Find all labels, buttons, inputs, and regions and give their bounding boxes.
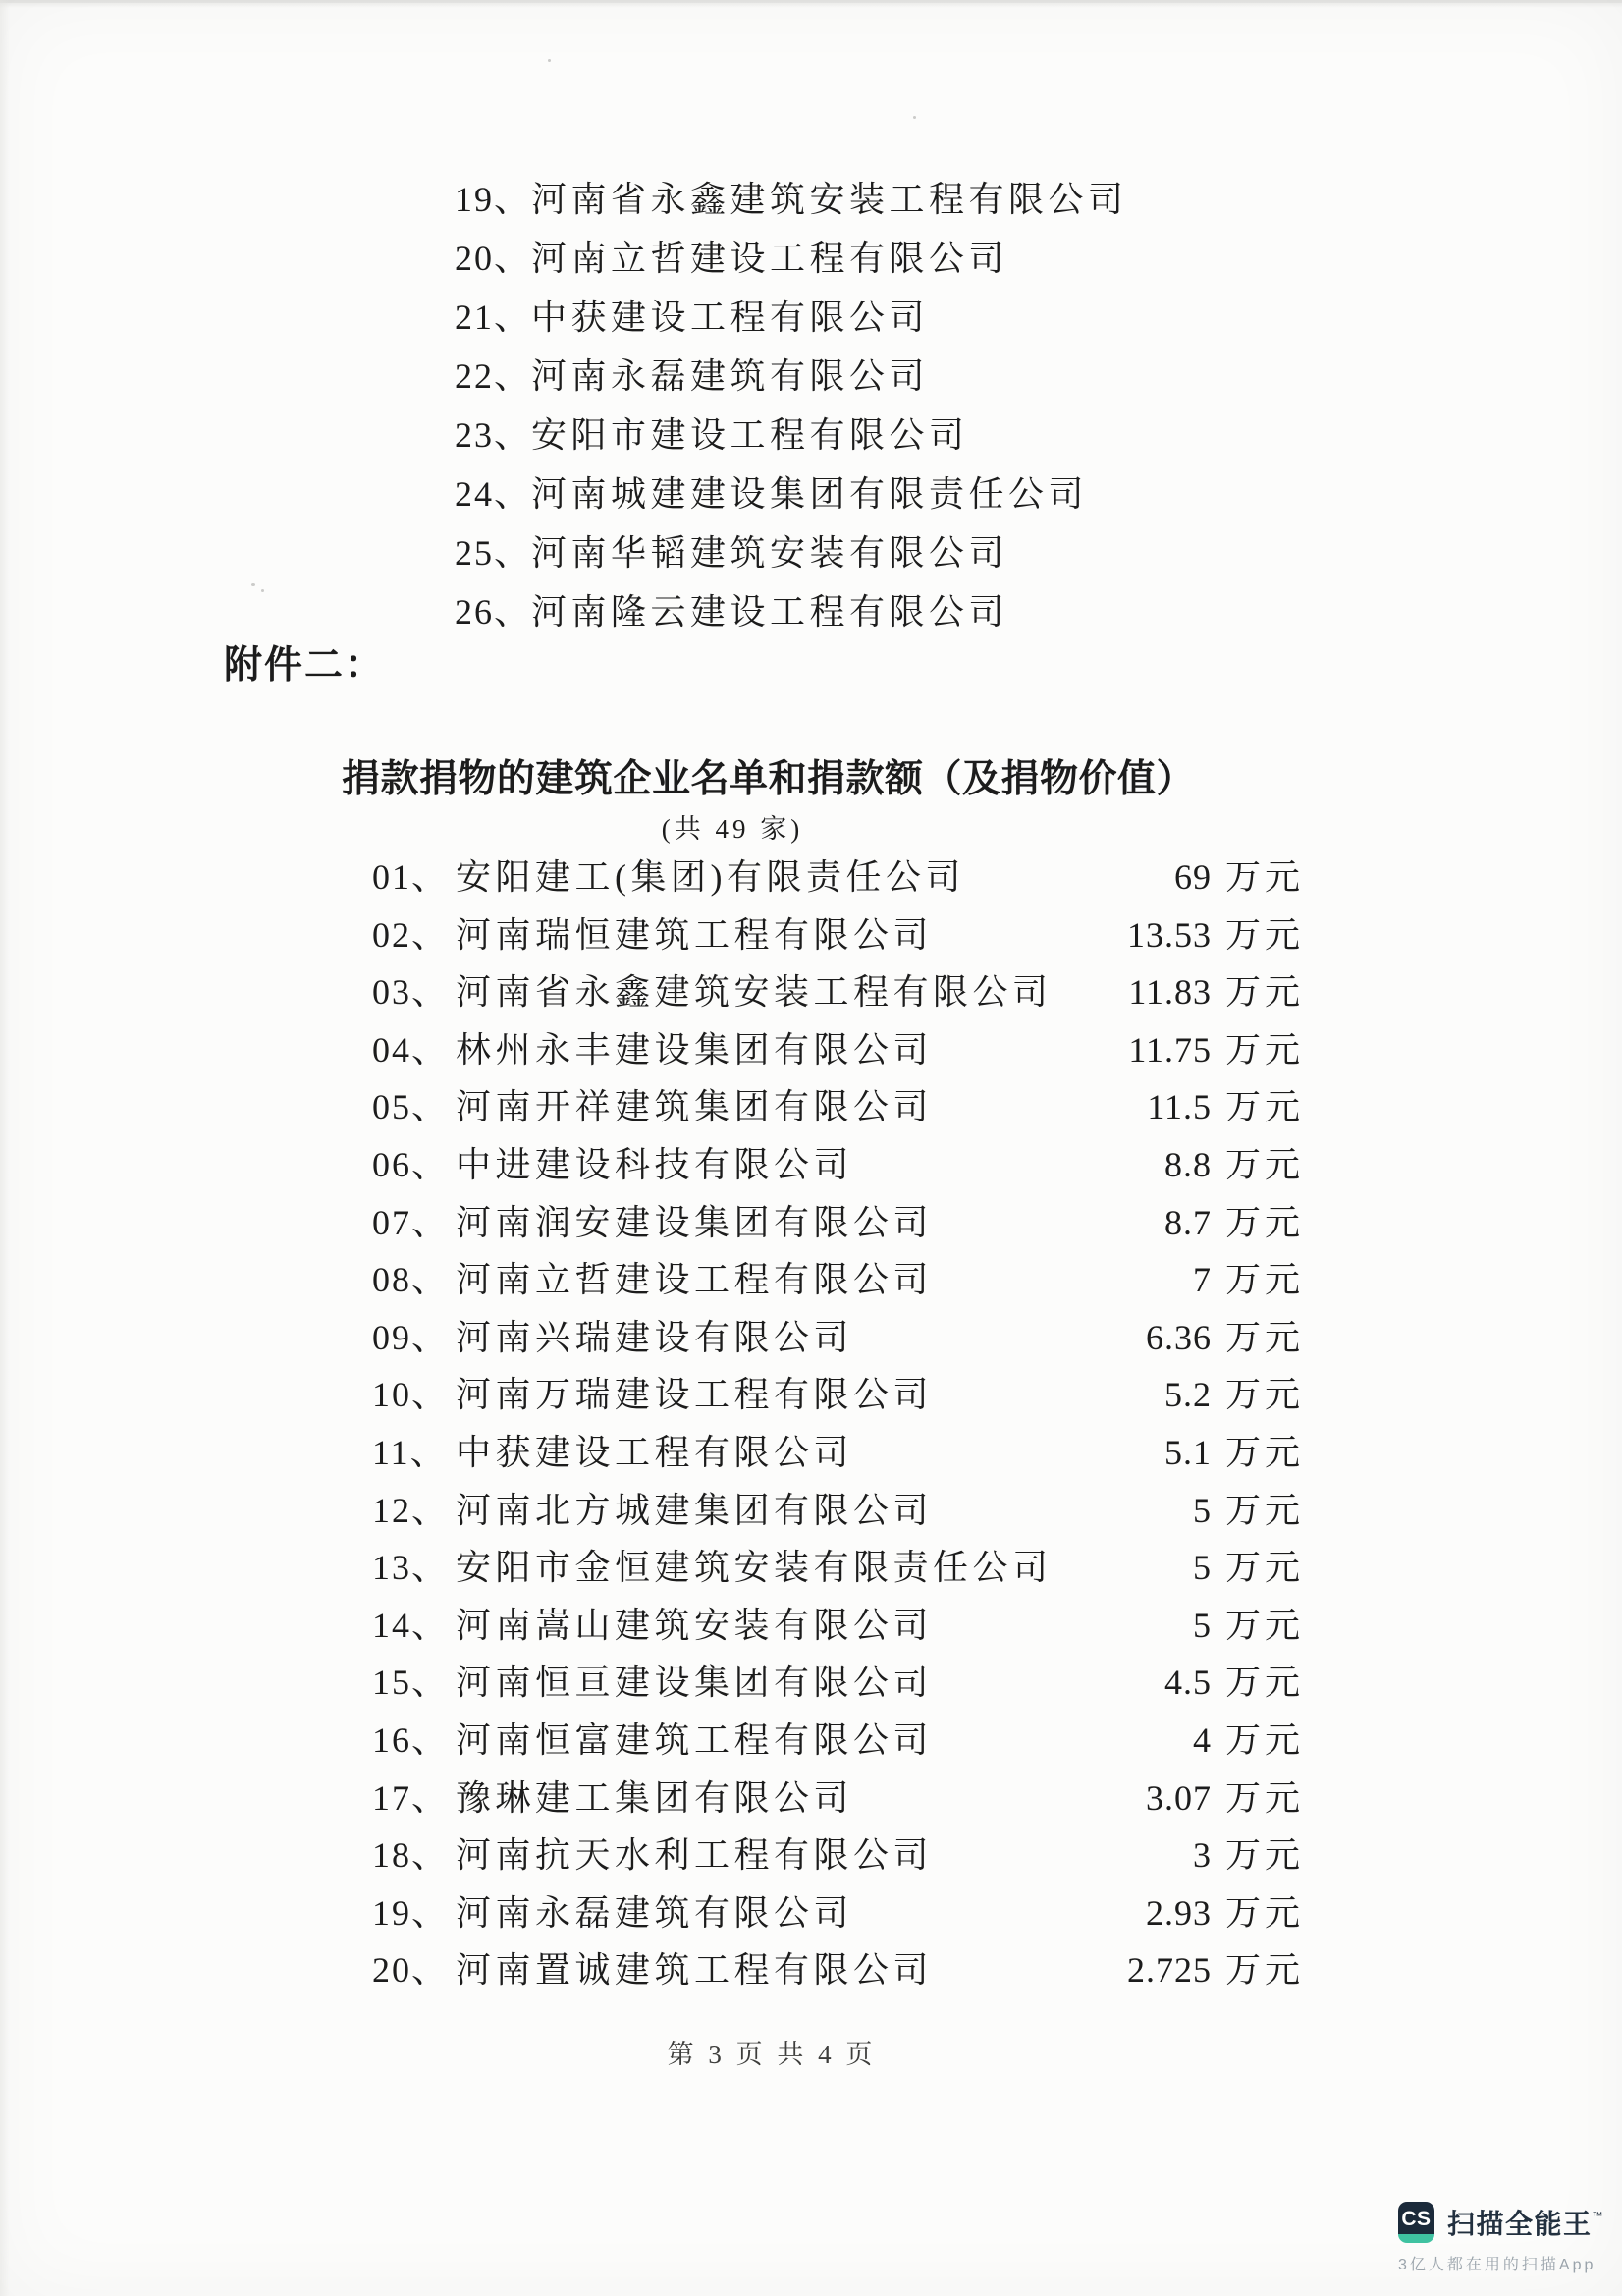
donation-list-item: [372, 1597, 1304, 1655]
list-item-number: 07、: [372, 1202, 450, 1242]
company-name: 河南省永鑫建筑安装工程有限公司: [456, 972, 1053, 1012]
company-list-item: [455, 229, 1338, 288]
donation-list-item: [372, 1194, 1304, 1252]
watermark-brand-row: [1398, 2202, 1604, 2243]
list-item-number: 20、: [372, 1950, 450, 1991]
list-item-number: 19、: [372, 1892, 450, 1933]
donation-list-item: [372, 906, 1304, 964]
company-name: 河南立哲建设工程有限公司: [456, 1260, 934, 1300]
donation-list-item: [372, 1078, 1304, 1136]
donation-list-item: [372, 1885, 1304, 1942]
amount-unit: 万元: [1224, 1605, 1304, 1645]
amount-unit: 万元: [1224, 1950, 1304, 1991]
company-name: 河南隆云建设工程有限公司: [531, 592, 1009, 631]
donation-list-item: [372, 1366, 1304, 1424]
company-name: 中进建设科技有限公司: [456, 1144, 854, 1184]
list-item-number: 26、: [455, 592, 532, 631]
donation-list-item: [372, 1251, 1304, 1309]
amount-unit: 万元: [1224, 1663, 1304, 1703]
company-list-item: [455, 582, 1338, 641]
donation-amount: 3: [1192, 1835, 1212, 1876]
company-name: 河南瑞恒建筑工程有限公司: [456, 914, 934, 955]
list-item-number: 15、: [372, 1663, 450, 1703]
camscanner-logo-text: CS: [1401, 2208, 1432, 2230]
donation-amount: 2.725: [1126, 1950, 1212, 1991]
list-item-number: 25、: [455, 533, 532, 573]
company-name: 河南省永鑫建筑安装工程有限公司: [531, 180, 1128, 219]
company-name: 河南恒亘建设集团有限公司: [456, 1663, 934, 1703]
company-name: 河南永磊建筑有限公司: [531, 356, 930, 396]
amount-unit: 万元: [1224, 1835, 1304, 1876]
donation-list-item: [372, 1827, 1304, 1885]
donation-amount: 6.36: [1145, 1317, 1212, 1357]
attachment-label: 附件二：: [224, 644, 386, 686]
list-item-number: 04、: [372, 1029, 450, 1069]
amount-unit: 万元: [1224, 1260, 1304, 1300]
donation-list-item: [372, 963, 1304, 1021]
company-list-item: [455, 288, 1338, 347]
company-name: 河南城建建设集团有限责任公司: [531, 474, 1089, 514]
amount-unit: 万元: [1224, 1490, 1304, 1530]
amount-unit: 万元: [1224, 1777, 1304, 1818]
donation-amount: 11.5: [1147, 1087, 1212, 1127]
list-item-number: 10、: [372, 1375, 450, 1415]
page-number-footer: 第 3 页 共 4 页: [667, 2040, 877, 2069]
scan-speck: [261, 589, 264, 592]
donation-amount: 2.93: [1145, 1892, 1212, 1933]
donation-list-item: [372, 1021, 1304, 1079]
company-name: 林州永丰建设集团有限公司: [456, 1029, 934, 1069]
list-item-number: 17、: [372, 1777, 450, 1818]
amount-unit: 万元: [1224, 1202, 1304, 1242]
company-list-item: [455, 523, 1338, 582]
amount-unit: 万元: [1224, 857, 1304, 897]
list-item-number: 03、: [372, 972, 450, 1012]
list-item-number: 09、: [372, 1317, 450, 1357]
donation-list-item: [372, 1654, 1304, 1712]
company-name: 河南恒富建筑工程有限公司: [456, 1720, 934, 1760]
scan-speck: [548, 59, 551, 62]
donation-list-item: [372, 1770, 1304, 1828]
brand-text: 扫描全能王: [1446, 2209, 1593, 2239]
list-item-number: 18、: [372, 1835, 450, 1876]
amount-unit: 万元: [1224, 1548, 1304, 1588]
donation-amount: 13.53: [1126, 914, 1212, 955]
company-name: 河南立哲建设工程有限公司: [531, 239, 1009, 278]
continued-company-list: [455, 170, 1338, 641]
amount-unit: 万元: [1224, 1375, 1304, 1415]
donation-amount: 8.7: [1163, 1202, 1212, 1242]
company-list-item: [455, 465, 1338, 523]
amount-unit: 万元: [1224, 1144, 1304, 1184]
donation-amount: 5.1: [1163, 1432, 1212, 1472]
donation-amount: 4: [1192, 1720, 1212, 1760]
watermark-brand-name: [1447, 2203, 1604, 2242]
company-name: 中获建设工程有限公司: [531, 298, 930, 337]
list-item-number: 12、: [372, 1490, 450, 1530]
company-name: 河南润安建设集团有限公司: [456, 1202, 934, 1242]
company-name: 中获建设工程有限公司: [456, 1432, 854, 1472]
list-item-number: 16、: [372, 1720, 450, 1760]
donation-amount: 11.75: [1128, 1029, 1212, 1069]
company-list-item: [455, 406, 1338, 465]
amount-unit: 万元: [1224, 914, 1304, 955]
list-item-number: 14、: [372, 1605, 450, 1645]
donation-amount: 8.8: [1163, 1144, 1212, 1184]
list-item-number: 06、: [372, 1144, 450, 1184]
donation-amount: 69: [1173, 857, 1212, 897]
donation-list-item: [372, 848, 1304, 906]
list-item-number: 24、: [455, 474, 532, 514]
amount-unit: 万元: [1224, 1087, 1304, 1127]
donation-amount: 5.2: [1163, 1375, 1212, 1415]
company-name: 河南置诚建筑工程有限公司: [456, 1950, 934, 1991]
donation-company-list: [372, 848, 1304, 1999]
donation-list-item: [372, 1309, 1304, 1367]
list-item-number: 20、: [455, 239, 532, 278]
company-name: 安阳市金恒建筑安装有限责任公司: [456, 1548, 1053, 1588]
list-item-number: 11、: [372, 1432, 448, 1472]
donation-list-item: [372, 1941, 1304, 1999]
donation-list-item: [372, 1136, 1304, 1194]
list-item-number: 01、: [372, 857, 450, 897]
donation-list-item: [372, 1539, 1304, 1597]
list-item-number: 22、: [455, 356, 532, 396]
company-name: 河南嵩山建筑安装有限公司: [456, 1605, 934, 1645]
scan-speck: [251, 583, 255, 586]
company-name: 河南开祥建筑集团有限公司: [456, 1087, 934, 1127]
company-name: 河南抗天水利工程有限公司: [456, 1835, 934, 1876]
donation-list-item: [372, 1424, 1304, 1482]
company-name: 河南万瑞建设工程有限公司: [456, 1375, 934, 1415]
scan-edge-shadow-top: [0, 0, 1622, 8]
donation-amount: 4.5: [1163, 1663, 1212, 1703]
company-name: 安阳建工(集团)有限责任公司: [456, 857, 965, 897]
company-list-item: [455, 347, 1338, 406]
list-item-number: 13、: [372, 1548, 450, 1588]
list-item-number: 08、: [372, 1260, 450, 1300]
list-item-number: 05、: [372, 1087, 450, 1127]
amount-unit: 万元: [1224, 1432, 1304, 1472]
list-item-number: 02、: [372, 914, 450, 955]
company-list-item: [455, 170, 1338, 229]
company-name: 河南兴瑞建设有限公司: [456, 1317, 854, 1357]
company-name: 安阳市建设工程有限公司: [531, 415, 969, 455]
donation-amount: 5: [1192, 1490, 1212, 1530]
donation-amount: 5: [1192, 1605, 1212, 1645]
list-item-number: 19、: [455, 180, 532, 219]
trademark-symbol: ™: [1592, 2211, 1604, 2222]
company-count-note: (共 49 家): [661, 814, 804, 844]
list-item-number: 23、: [455, 415, 532, 455]
scan-edge-shadow-left: [0, 0, 10, 2296]
section-title: 捐款捐物的建筑企业名单和捐款额（及捐物价值）: [342, 758, 1196, 800]
camscanner-watermark: [1398, 2202, 1604, 2274]
amount-unit: 万元: [1224, 972, 1304, 1012]
watermark-tagline: 3亿人都在用的扫描App: [1398, 2257, 1596, 2273]
amount-unit: 万元: [1224, 1892, 1304, 1933]
company-name: 豫琳建工集团有限公司: [456, 1777, 854, 1818]
scan-speck: [913, 116, 916, 119]
amount-unit: 万元: [1224, 1317, 1304, 1357]
company-name: 河南华韬建筑安装有限公司: [531, 533, 1009, 573]
company-name: 河南永磊建筑有限公司: [456, 1892, 854, 1933]
donation-amount: 5: [1192, 1548, 1212, 1588]
list-item-number: 21、: [455, 298, 532, 337]
donation-list-item: [372, 1712, 1304, 1770]
donation-amount: 7: [1192, 1260, 1212, 1300]
donation-list-item: [372, 1482, 1304, 1540]
donation-amount: 3.07: [1145, 1777, 1212, 1818]
company-name: 河南北方城建集团有限公司: [456, 1490, 934, 1530]
amount-unit: 万元: [1224, 1720, 1304, 1760]
camscanner-logo-icon: [1398, 2202, 1434, 2243]
amount-unit: 万元: [1224, 1029, 1304, 1069]
donation-amount: 11.83: [1128, 972, 1212, 1012]
